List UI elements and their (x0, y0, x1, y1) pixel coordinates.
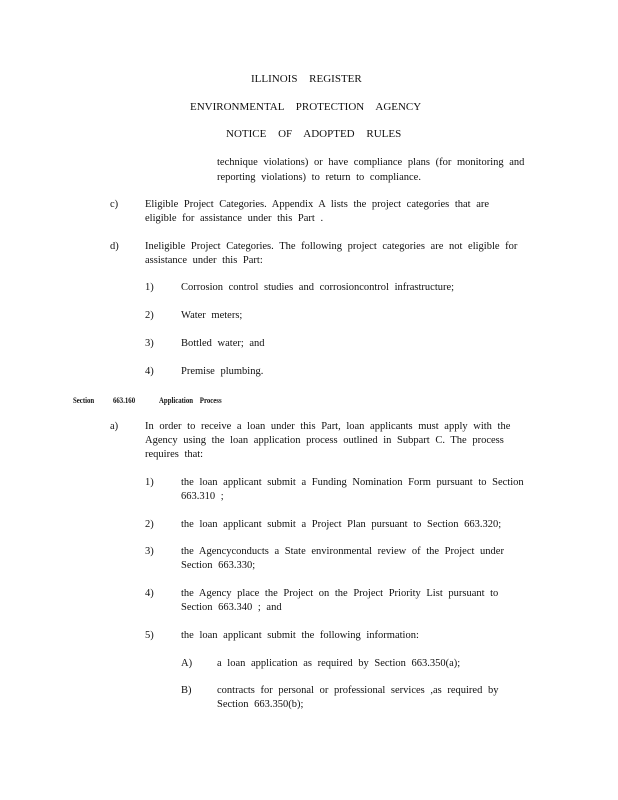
list-item-text: Premise plumbing. (181, 366, 264, 377)
list-item-label: 5) (145, 630, 154, 641)
list-item-line-1: the loan applicant submit the following information: (181, 630, 419, 641)
sublist-item-line-2: Section 663.350(b); (217, 699, 304, 710)
section-number: 663.160 (113, 396, 136, 405)
section-word: Section (73, 396, 95, 405)
list-item-label: 2) (145, 519, 154, 530)
list-item-line-2: Section 663.340 ; and (181, 602, 282, 613)
list-item-label: 3) (145, 546, 154, 557)
list-item-line-1: the loan applicant submit a Project Plan pursuant to Section 663.320; (181, 519, 502, 530)
section-title: Application Process (159, 396, 222, 405)
continuation-line-1: technique violations) or have compliance plans (for monitoring and (217, 157, 525, 168)
item-d-line-2: assistance under this Part: (145, 255, 263, 266)
item-d-label: d) (110, 241, 119, 252)
item-c-line-2: eligible for assistance under this Part . (145, 213, 324, 224)
notice-title: NOTICE OF ADOPTED RULES (226, 128, 402, 140)
item-a-line-1: In order to receive a loan under this Part, loan applicants must apply with the (145, 421, 511, 432)
continuation-line-2: reporting violations) to return to compliance. (217, 172, 421, 183)
item-a-label: a) (110, 421, 119, 432)
list-item-label: 1) (145, 477, 154, 488)
item-c-label: c) (110, 199, 119, 210)
sublist-item-line-1: contracts for personal or professional services ,as required by (217, 685, 499, 696)
list-item-label: 1) (145, 282, 154, 293)
item-a-line-2: Agency using the loan application process outlined in Subpart C. The process (145, 435, 504, 446)
register-title: ILLINOIS REGISTER (251, 73, 362, 85)
list-item-line-1: the loan applicant submit a Funding Nomination Form pursuant to Section (181, 477, 524, 488)
list-item-label: 4) (145, 588, 154, 599)
list-item-line-2: 663.310 ; (181, 491, 224, 502)
list-item-label: 3) (145, 338, 154, 349)
list-item-text: Bottled water; and (181, 338, 265, 349)
list-item-label: 4) (145, 366, 154, 377)
list-item-line-1: the Agency place the Project on the Project Priority List pursuant to (181, 588, 499, 599)
sublist-item-label: B) (181, 685, 192, 696)
list-item-text: Water meters; (181, 310, 243, 321)
list-item-text: Corrosion control studies and corrosioncontrol infrastructure; (181, 282, 455, 293)
item-c-line-1: Eligible Project Categories. Appendix A lists the project categories that are (145, 199, 490, 210)
item-d-line-1: Ineligible Project Categories. The following project categories are not eligible for (145, 241, 518, 252)
sublist-item-line-1: a loan application as required by Section 663.350(a); (217, 658, 461, 669)
agency-title: ENVIRONMENTAL PROTECTION AGENCY (190, 101, 422, 113)
list-item-label: 2) (145, 310, 154, 321)
sublist-item-label: A) (181, 658, 193, 669)
item-a-line-3: requires that: (145, 449, 204, 460)
list-item-line-1: the Agencyconducts a State environmental review of the Project under (181, 546, 504, 557)
list-item-line-2: Section 663.330; (181, 560, 256, 571)
